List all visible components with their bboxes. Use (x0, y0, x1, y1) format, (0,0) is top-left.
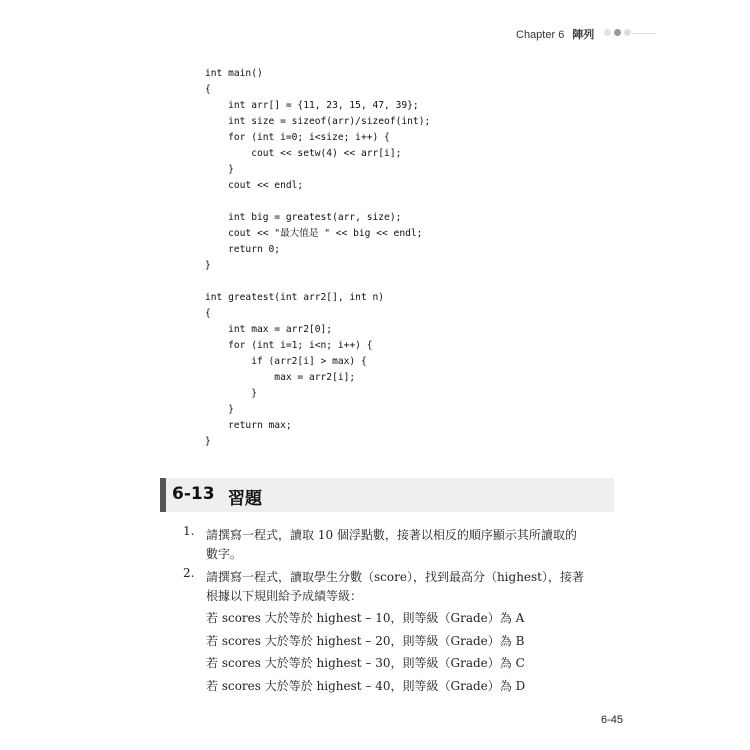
exercise-number: 2. (183, 566, 195, 580)
code-line: cout << "最大值是 " << big << endl; (205, 228, 423, 239)
section-heading (160, 478, 614, 512)
code-line: cout << endl; (205, 180, 304, 191)
code-line: } (205, 164, 234, 175)
code-line: int size = sizeof(arr)/sizeof(int); (205, 116, 431, 127)
grade-rule: 若 scores 大於等於 highest – 40，則等級（Grade）為 D (206, 679, 526, 693)
code-line: max = arr2[i]; (205, 372, 356, 383)
code-line (205, 194, 430, 210)
running-header (516, 26, 594, 42)
code-line: cout << setw(4) << arr[i]; (205, 148, 402, 159)
code-line: if (arr2[i] > max) { (205, 356, 367, 367)
code-line: return 0; (205, 244, 281, 255)
exercise-line: 請撰寫一程式，讀取學生分數（score），找到最高分（highest），接著 (206, 570, 585, 584)
code-line: int arr[] = {11, 23, 15, 47, 39}; (205, 100, 419, 111)
section-title: 習題 (228, 489, 262, 509)
exercise-line: 根據以下規則給予成績等級： (206, 589, 363, 603)
code-line: { (205, 308, 211, 319)
code-line: for (int i=1; i<n; i++) { (205, 340, 373, 351)
code-listing (205, 66, 430, 450)
code-line: } (205, 260, 211, 271)
exercise-number: 1. (183, 524, 195, 538)
code-line: for (int i=0; i<size; i++) { (205, 132, 390, 143)
exercise-line: 數字。 (206, 547, 243, 561)
code-line (205, 274, 430, 290)
code-line: return max; (205, 420, 292, 431)
grade-rule: 若 scores 大於等於 highest – 30，則等級（Grade）為 C (206, 656, 525, 670)
code-line: } (205, 388, 257, 399)
code-line: } (205, 436, 211, 447)
grade-rule: 若 scores 大於等於 highest – 10，則等級（Grade）為 A (206, 611, 525, 625)
code-line: { (205, 84, 211, 95)
chapter-label: Chapter 6 (516, 29, 565, 41)
code-line: int greatest(int arr2[], int n) (205, 292, 385, 303)
code-line: int main() (205, 68, 263, 79)
code-line: int big = greatest(arr, size); (205, 212, 402, 223)
page-number: 6-45 (601, 714, 624, 726)
exercise-line: 請撰寫一程式，讀取 10 個浮點數，接著以相反的順序顯示其所讀取的 (206, 528, 577, 542)
grade-rule: 若 scores 大於等於 highest – 20，則等級（Grade）為 B (206, 634, 525, 648)
chapter-title: 陣列 (572, 29, 595, 41)
code-line: } (205, 404, 234, 415)
code-line: int max = arr2[0]; (205, 324, 333, 335)
section-number: 6-13 (172, 484, 215, 504)
header-ornament (604, 28, 656, 38)
